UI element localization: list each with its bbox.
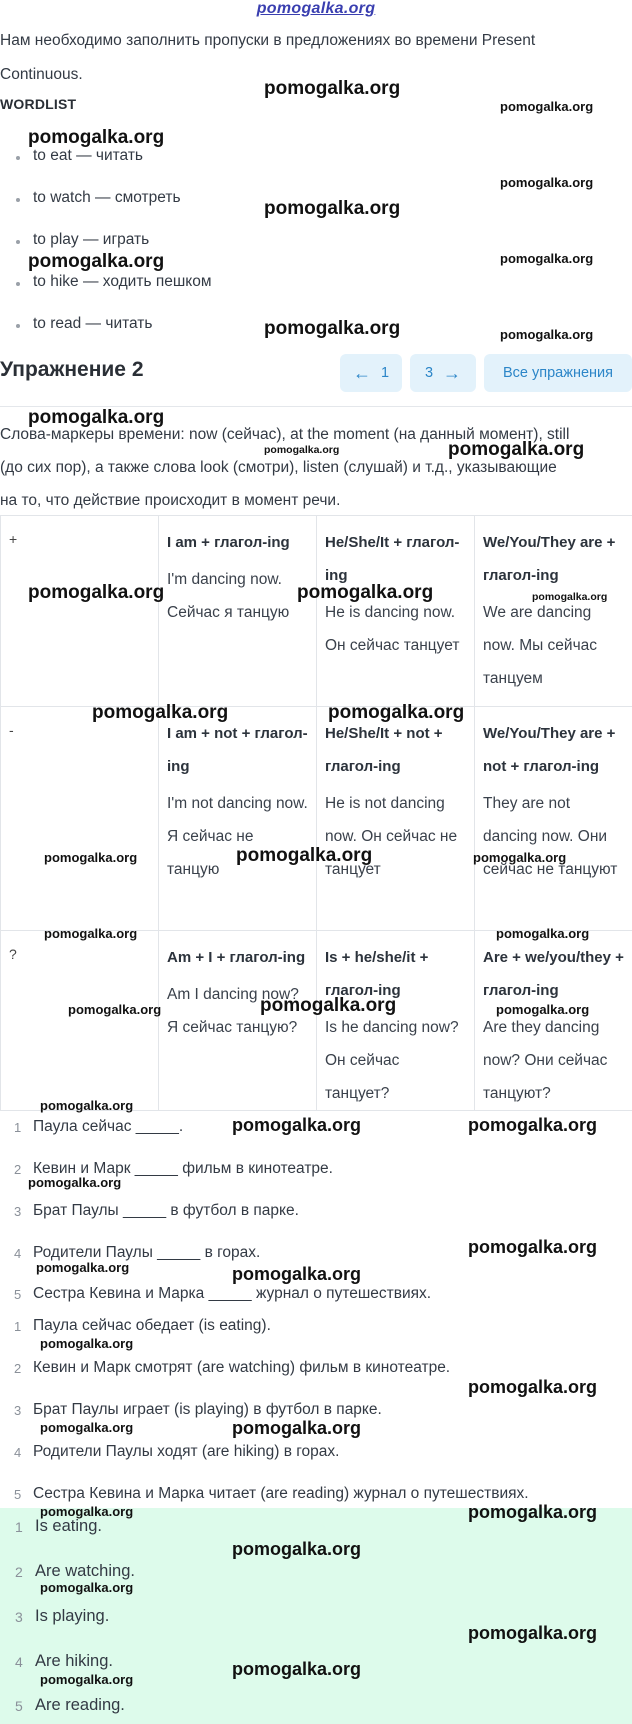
watermark: pomogalka.org	[28, 127, 165, 148]
watermark: pomogalka.org	[264, 198, 401, 219]
bullet-icon	[16, 156, 20, 160]
task-number: 2	[14, 1162, 22, 1177]
rule-head: Am + I + глагол-ing	[167, 949, 306, 966]
watermark: pomogalka.org	[260, 995, 397, 1016]
watermark: pomogalka.org	[40, 1420, 134, 1435]
sign-cell: ?	[1, 931, 159, 1111]
watermark: pomogalka.org	[36, 1260, 130, 1275]
solution-line: Брат Паулы играет (is playing) в футбол в парке.	[33, 1401, 382, 1418]
watermark: pomogalka.org	[28, 1175, 122, 1190]
rule-example: He is not dancing now. Он сейчас не танцует	[325, 795, 458, 878]
watermark: pomogalka.org	[468, 1502, 598, 1522]
rule-example: Is he dancing now? Он сейчас танцует?	[325, 1019, 459, 1102]
watermark: pomogalka.org	[40, 1336, 134, 1351]
watermark: pomogalka.org	[500, 99, 594, 114]
watermark: pomogalka.org	[468, 1115, 598, 1135]
bullet-icon	[16, 198, 20, 202]
answer-number: 1	[15, 1519, 23, 1535]
watermark: pomogalka.org	[40, 1580, 134, 1595]
watermark: pomogalka.org	[44, 926, 138, 941]
answer-line: Is eating.	[35, 1517, 102, 1535]
answer-line: Are watching.	[35, 1562, 135, 1580]
task-line: Кевин и Марк _____ фильм в кинотеатре.	[33, 1160, 333, 1177]
site-logo[interactable]: pomogalka.org	[256, 0, 376, 17]
arrow-left-icon: ←	[352, 363, 371, 383]
wordlist-title: WORDLIST	[0, 96, 77, 112]
answer-number: 2	[15, 1564, 23, 1580]
table-cell	[475, 931, 632, 1111]
intro-line-1: Нам необходимо заполнить пропуски в предложениях во времени Present	[0, 32, 536, 49]
solution-line: Паула сейчас обедает (is eating).	[33, 1317, 271, 1334]
watermark: pomogalka.org	[496, 1002, 590, 1017]
task-line: Брат Паулы _____ в футбол в парке.	[33, 1202, 299, 1219]
table-cell	[317, 707, 475, 931]
sign-cell: +	[1, 516, 159, 707]
rule-example: We are dancing now. Мы сейчас танцуем	[483, 604, 598, 687]
task-line: Родители Паулы _____ в горах.	[33, 1244, 261, 1261]
rule-example: Are they dancing now? Они сейчас танцуют?	[483, 1019, 608, 1102]
table-row-affirmative	[1, 516, 632, 707]
watermark: pomogalka.org	[92, 702, 229, 723]
table-cell	[475, 707, 632, 931]
watermark: pomogalka.org	[264, 78, 401, 99]
next-exercise-button[interactable]	[410, 354, 476, 392]
watermark: pomogalka.org	[40, 1672, 134, 1687]
wordlist-item: to read — читать	[33, 315, 153, 332]
rule-example: Am I dancing now? Я сейчас танцую?	[167, 986, 299, 1036]
table-cell	[159, 707, 317, 931]
wordlist-item: to eat — читать	[33, 147, 144, 164]
solution-line: Сестра Кевина и Марка читает (are reading) журнал о путешествиях.	[33, 1485, 529, 1502]
rule-head: Is + he/she/it + глагол-ing	[325, 949, 429, 999]
answer-line: Is playing.	[35, 1607, 110, 1625]
answer-number: 3	[15, 1609, 23, 1625]
bullet-icon	[16, 282, 20, 286]
watermark: pomogalka.org	[500, 327, 594, 342]
watermark: pomogalka.org	[297, 582, 434, 603]
watermark: pomogalka.org	[232, 1115, 362, 1135]
watermark: pomogalka.org	[328, 702, 465, 723]
all-exercises-label: Все упражнения	[503, 365, 613, 381]
wordlist-item: to hike — ходить пешком	[33, 273, 212, 290]
answer-line: Are reading.	[35, 1696, 125, 1714]
table-cell	[317, 931, 475, 1111]
watermark: pomogalka.org	[232, 1539, 362, 1559]
rule-head: Are + we/you/they + глагол-ing	[483, 949, 624, 999]
rule-head: He/She/It + not + глагол-ing	[325, 725, 443, 775]
answer-number: 5	[15, 1698, 23, 1714]
watermark: pomogalka.org	[232, 1418, 362, 1438]
table-cell	[475, 516, 632, 707]
watermark: pomogalka.org	[40, 1098, 134, 1113]
task-line: Сестра Кевина и Марка _____ журнал о путешествиях.	[33, 1285, 432, 1302]
solution-number: 2	[14, 1361, 22, 1376]
solution-number: 4	[14, 1445, 22, 1460]
rule-example: I'm not dancing now. Я сейчас не танцую	[167, 795, 308, 878]
solution-number: 1	[14, 1319, 22, 1334]
watermark: pomogalka.org	[496, 926, 590, 941]
rule-example: I'm dancing now. Сейчас я танцую	[167, 571, 290, 621]
grammar-table	[0, 515, 632, 1111]
rule-head: We/You/They are + not + глагол-ing	[483, 725, 616, 775]
watermark: pomogalka.org	[236, 845, 373, 866]
watermark: pomogalka.org	[500, 251, 594, 266]
task-number: 5	[14, 1287, 22, 1302]
watermark: pomogalka.org	[264, 444, 340, 456]
watermark: pomogalka.org	[40, 1504, 134, 1519]
watermark: pomogalka.org	[264, 318, 401, 339]
watermark: pomogalka.org	[68, 1002, 162, 1017]
watermark: pomogalka.org	[28, 582, 165, 603]
watermark: pomogalka.org	[468, 1237, 598, 1257]
prev-exercise-button[interactable]	[340, 354, 402, 392]
exercise-title: Упражнение 2	[0, 358, 144, 381]
task-number: 3	[14, 1204, 22, 1219]
watermark: pomogalka.org	[232, 1264, 362, 1284]
arrow-right-icon: →	[443, 363, 462, 383]
markers-line-2: (до сих пор), а также слова look (смотри), listen (слушай) и т.д., указывающие	[0, 459, 557, 476]
watermark: pomogalka.org	[473, 850, 567, 865]
watermark: pomogalka.org	[448, 439, 585, 460]
table-row-question	[1, 931, 632, 1111]
prev-exercise-label: 1	[380, 365, 390, 381]
watermark: pomogalka.org	[28, 407, 165, 428]
watermark: pomogalka.org	[44, 850, 138, 865]
all-exercises-button[interactable]	[484, 354, 632, 392]
markers-line-1: Слова-маркеры времени: now (сейчас), at the moment (на данный момент), still	[0, 426, 570, 443]
next-exercise-label: 3	[424, 365, 434, 381]
wordlist-item: to watch — смотреть	[33, 189, 181, 206]
answer-line: Are hiking.	[35, 1652, 113, 1670]
table-cell	[159, 931, 317, 1111]
rule-head: He/She/It + глагол-ing	[325, 534, 460, 584]
rule-example: They are not dancing now. Они сейчас не танцуют	[483, 795, 618, 878]
watermark: pomogalka.org	[28, 251, 165, 272]
table-cell	[317, 516, 475, 707]
answer-number: 4	[15, 1654, 23, 1670]
task-number: 4	[14, 1246, 22, 1261]
rule-head: I am + not + глагол-ing	[167, 725, 308, 775]
rule-example: He is dancing now. Он сейчас танцует	[325, 604, 460, 654]
sign-cell: -	[1, 707, 159, 931]
rule-head: We/You/They are + глагол-ing	[483, 534, 616, 584]
task-number: 1	[14, 1120, 22, 1135]
markers-line-3: на то, что действие происходит в момент речи.	[0, 492, 341, 509]
watermark: pomogalka.org	[468, 1377, 598, 1397]
rule-head: I am + глагол-ing	[167, 534, 290, 551]
watermark: pomogalka.org	[468, 1623, 598, 1643]
bullet-icon	[16, 324, 20, 328]
table-cell	[159, 516, 317, 707]
wordlist-item: to play — играть	[33, 231, 150, 248]
table-row-negative	[1, 707, 632, 931]
watermark: pomogalka.org	[532, 591, 608, 603]
solution-number: 5	[14, 1487, 22, 1502]
bullet-icon	[16, 240, 20, 244]
intro-line-2: Continuous.	[0, 66, 83, 83]
watermark: pomogalka.org	[232, 1659, 362, 1679]
watermark: pomogalka.org	[500, 175, 594, 190]
solution-line: Родители Паулы ходят (are hiking) в горах.	[33, 1443, 340, 1460]
solution-number: 3	[14, 1403, 22, 1418]
task-line: Паула сейчас _____.	[33, 1118, 184, 1135]
solution-line: Кевин и Марк смотрят (are watching) фильм в кинотеатре.	[33, 1359, 451, 1376]
